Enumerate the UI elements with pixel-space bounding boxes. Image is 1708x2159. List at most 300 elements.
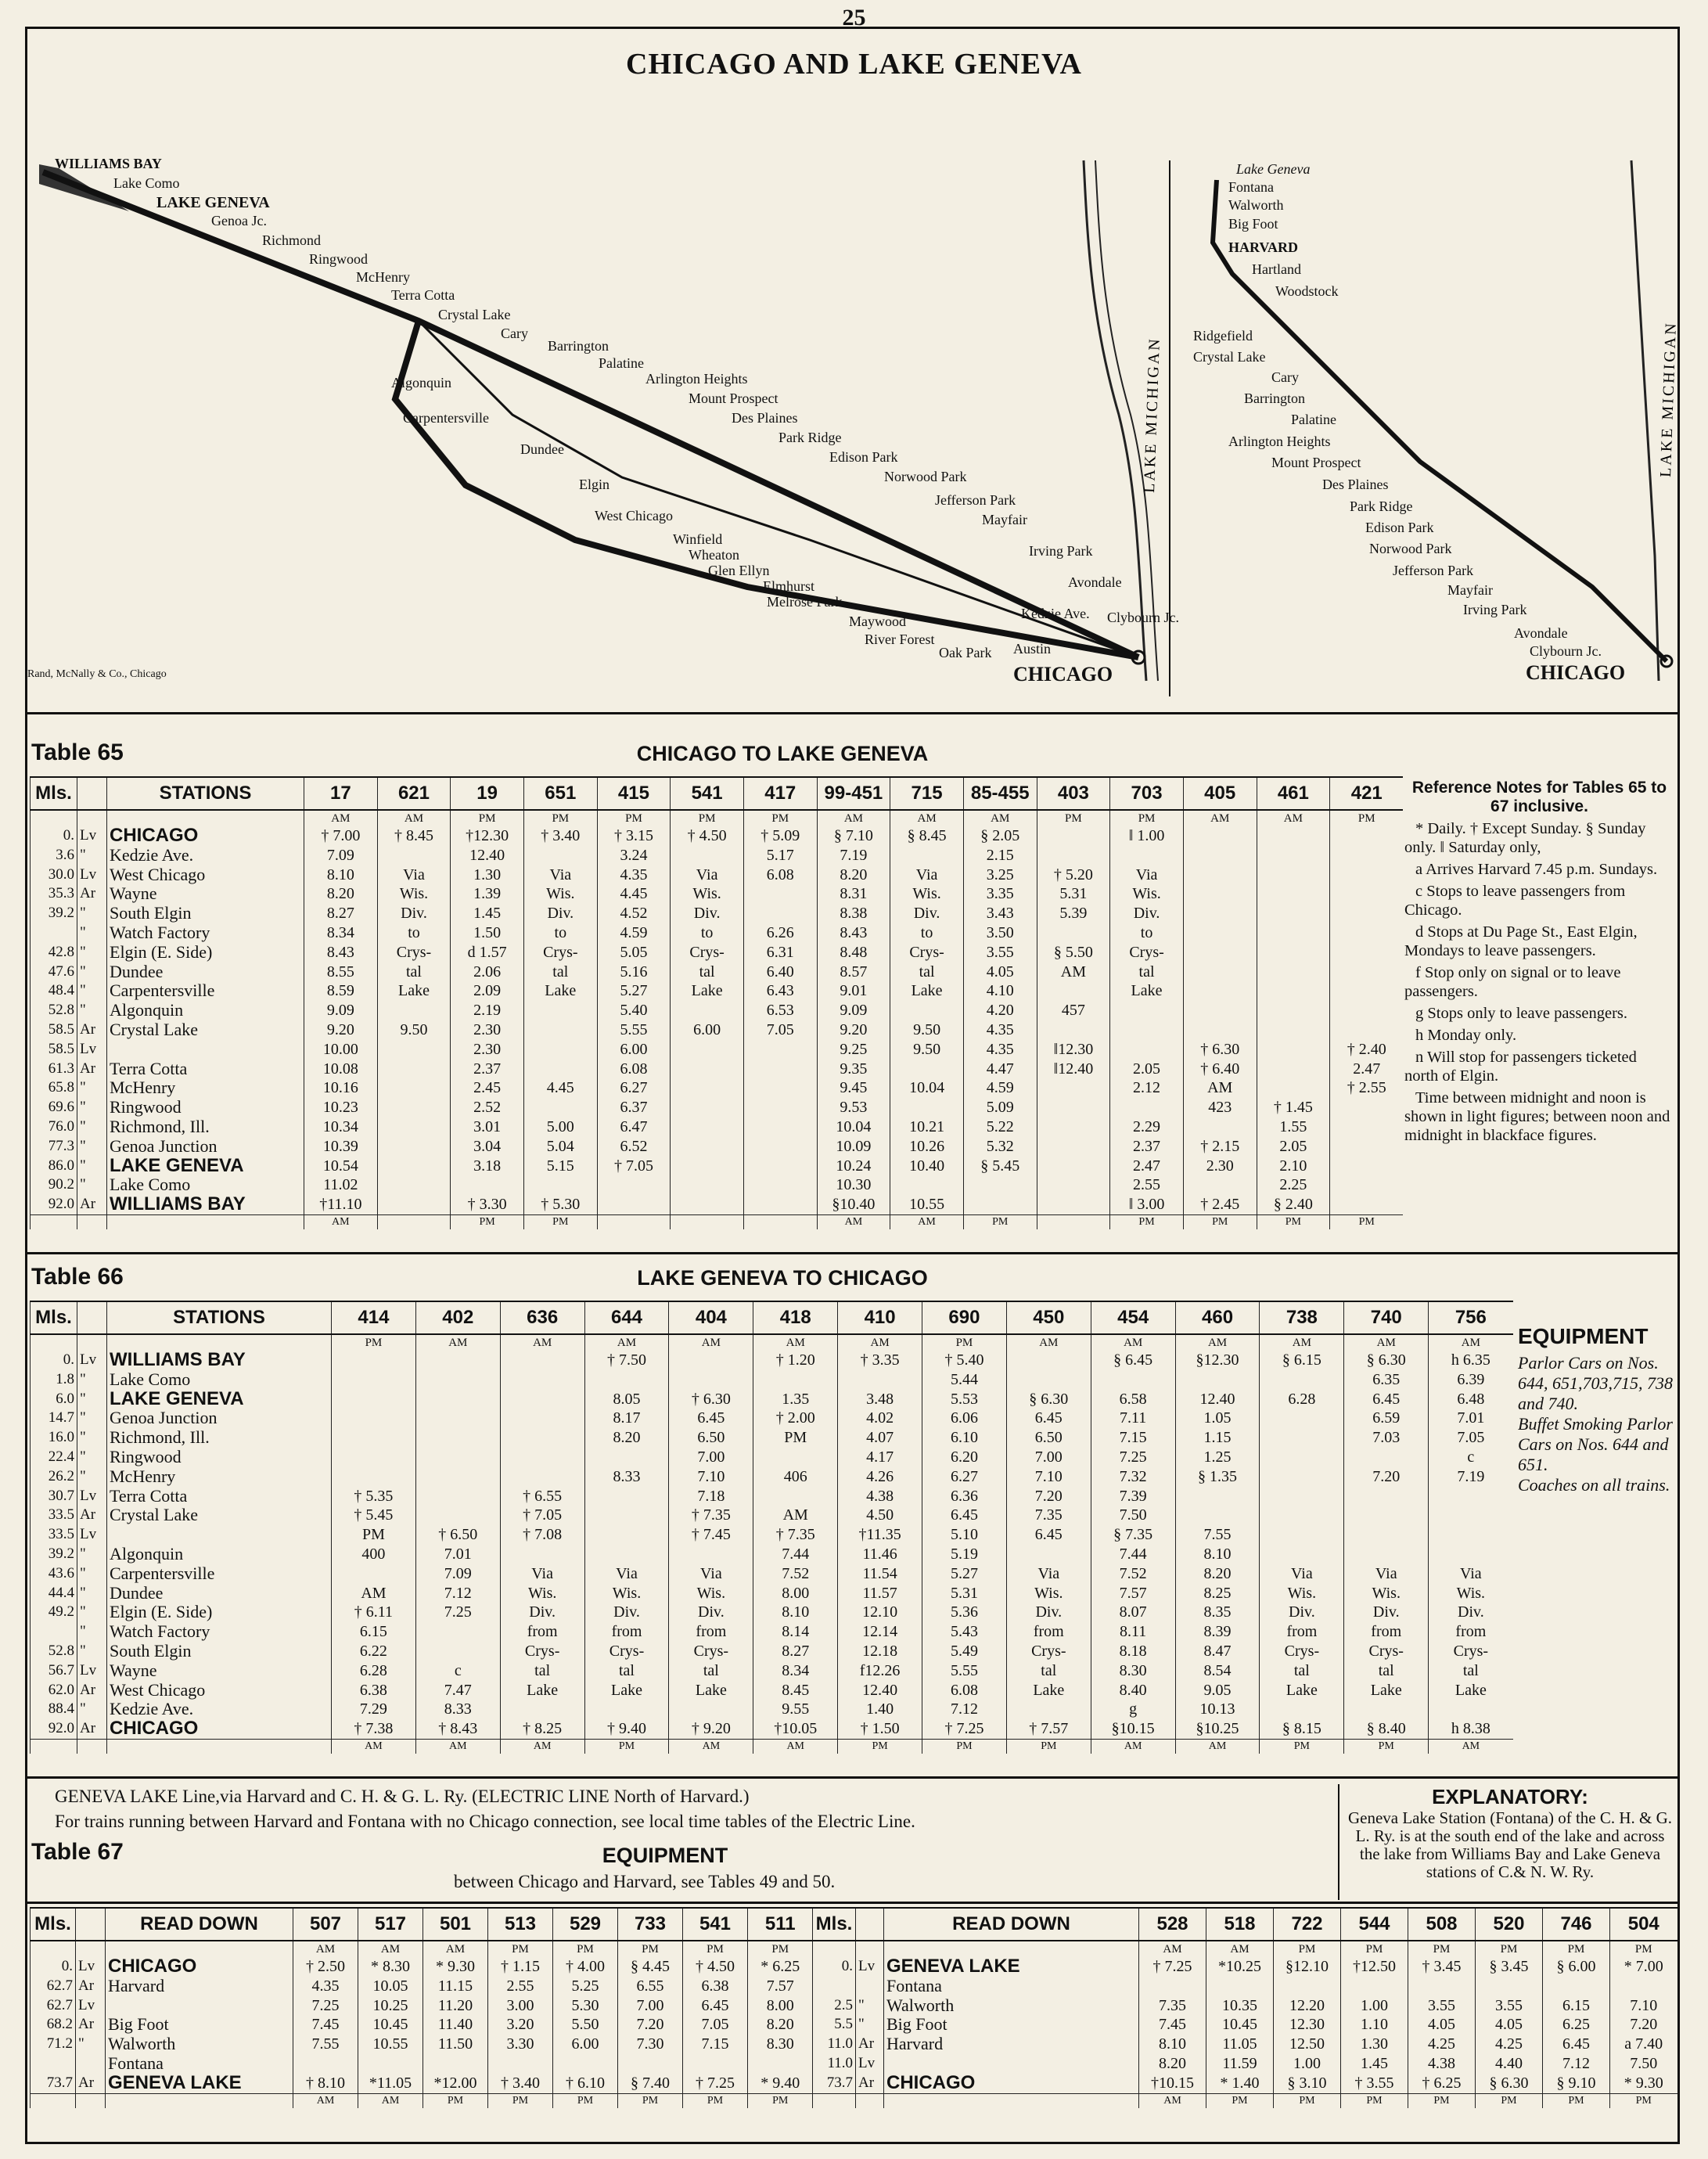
time-cell xyxy=(1330,1117,1404,1137)
row-station: Watch Factory xyxy=(107,1622,332,1642)
time-cell xyxy=(1110,1040,1184,1060)
time-cell: * 7.00 xyxy=(1610,1957,1677,1977)
row-miles: 33.5 xyxy=(31,1506,77,1525)
time-cell xyxy=(415,1448,500,1467)
east-map-labels xyxy=(1193,161,1625,684)
time-cell: † 5.45 xyxy=(332,1506,416,1525)
time-cell xyxy=(743,884,817,904)
time-cell: 7.19 xyxy=(817,846,890,865)
table-row xyxy=(31,1390,1513,1409)
am-pm-label: PM xyxy=(1110,1214,1184,1229)
train-number: 541 xyxy=(683,1908,748,1941)
time-cell: AM xyxy=(1037,963,1110,982)
time-cell xyxy=(332,1390,416,1409)
time-cell: 7.03 xyxy=(1344,1428,1429,1448)
row-arrive-leave: Lv xyxy=(76,1957,106,1977)
blank-cell xyxy=(77,1739,107,1754)
time-cell: Div. xyxy=(671,904,744,923)
row-miles: 58.5 xyxy=(31,1020,77,1040)
time-cell xyxy=(1257,963,1330,982)
map-label: Wheaton xyxy=(689,547,739,563)
row-station: Richmond, Ill. xyxy=(107,1428,332,1448)
time-cell: 5.00 xyxy=(523,1117,597,1137)
time-cell: 1.00 xyxy=(1341,1996,1408,2016)
time-cell: 12.40 xyxy=(1175,1390,1260,1409)
time-cell: tal xyxy=(584,1661,669,1681)
time-cell: Div. xyxy=(1260,1603,1344,1622)
time-cell: 7.32 xyxy=(1091,1467,1175,1487)
time-cell: § 5.45 xyxy=(963,1157,1037,1176)
time-cell: 2.12 xyxy=(1110,1078,1184,1098)
train-number: 403 xyxy=(1037,777,1110,810)
map-label: Arlington Heights xyxy=(1228,434,1331,449)
time-cell: Wis. xyxy=(669,1584,753,1603)
map-label: Ridgefield xyxy=(1193,328,1253,344)
time-cell xyxy=(377,1117,451,1137)
time-cell: 2.05 xyxy=(1257,1137,1330,1157)
time-cell xyxy=(1257,884,1330,904)
route-map-svg xyxy=(27,86,1678,712)
row-station: Crystal Lake xyxy=(107,1020,304,1040)
time-cell: Crys- xyxy=(1260,1642,1344,1661)
time-cell: 8.07 xyxy=(1091,1603,1175,1622)
train-number: 715 xyxy=(890,777,964,810)
row-miles: 33.5 xyxy=(31,1525,77,1545)
row-arrive-leave: Lv xyxy=(77,1487,107,1506)
train-number: 504 xyxy=(1610,1908,1677,1941)
time-cell: Lake xyxy=(671,981,744,1001)
time-cell: 8.27 xyxy=(304,904,378,923)
am-pm-label: AM xyxy=(1257,810,1330,826)
time-cell: 7.44 xyxy=(1091,1545,1175,1564)
am-pm-label: PM xyxy=(1330,810,1404,826)
time-cell: 7.30 xyxy=(618,2035,683,2054)
time-cell: 4.20 xyxy=(963,1001,1037,1020)
time-cell: † 4.00 xyxy=(553,1957,618,1977)
time-cell xyxy=(1037,923,1110,943)
row-station: CHICAGO xyxy=(106,1957,293,1977)
time-cell: 8.20 xyxy=(1175,1564,1260,1584)
row-arrive-leave: Lv xyxy=(77,826,107,846)
time-cell: 3.18 xyxy=(451,1157,524,1176)
row-miles: 47.6 xyxy=(31,963,77,982)
time-cell xyxy=(743,904,817,923)
train-number: 421 xyxy=(1330,777,1404,810)
time-cell xyxy=(743,1137,817,1157)
time-cell xyxy=(523,1098,597,1117)
time-cell: 5.31 xyxy=(1037,884,1110,904)
time-cell: § 2.40 xyxy=(1257,1195,1330,1214)
am-pm-label: AM xyxy=(1006,1334,1091,1351)
map-label: Mayfair xyxy=(1447,582,1493,598)
am-pm-row xyxy=(31,1334,1513,1351)
time-cell: † 2.00 xyxy=(753,1409,838,1428)
time-cell xyxy=(553,2054,618,2074)
row-station: Algonquin xyxy=(107,1545,332,1564)
row-arrive-leave: " xyxy=(76,2035,106,2054)
time-cell: 6.06 xyxy=(922,1409,1007,1428)
time-cell xyxy=(669,1351,753,1370)
map-label: Clybourn Jc. xyxy=(1530,643,1602,659)
time-cell: 8.45 xyxy=(753,1681,838,1700)
time-cell: 5.53 xyxy=(922,1390,1007,1409)
time-cell: Crys- xyxy=(1429,1642,1513,1661)
time-cell: tal xyxy=(671,963,744,982)
time-cell xyxy=(1476,1977,1543,1996)
time-cell: tal xyxy=(500,1661,584,1681)
am-pm-label: AM xyxy=(1139,1941,1206,1957)
row-miles: 44.4 xyxy=(31,1584,77,1603)
column-stations-header: STATIONS xyxy=(107,1301,332,1334)
time-cell: * 9.40 xyxy=(748,2074,813,2093)
table-66-id: Table 66 xyxy=(31,1264,124,1290)
blank-cell xyxy=(77,1334,107,1351)
time-cell xyxy=(1429,1545,1513,1564)
time-cell xyxy=(671,1001,744,1020)
am-pm-label: PM xyxy=(553,2093,618,2108)
time-cell: 9.35 xyxy=(817,1060,890,1079)
time-cell: to xyxy=(890,923,964,943)
equipment-box xyxy=(1518,1326,1674,1495)
time-cell xyxy=(1183,981,1257,1001)
row-arrive-leave: Ar xyxy=(856,2074,884,2093)
time-cell: 8.10 xyxy=(304,865,378,885)
time-cell: ‖ 3.00 xyxy=(1110,1195,1184,1214)
time-cell xyxy=(293,2054,358,2074)
time-cell xyxy=(500,1370,584,1390)
time-cell: † 9.20 xyxy=(669,1719,753,1739)
table-row xyxy=(31,1098,1404,1117)
time-cell xyxy=(671,1175,744,1195)
time-cell: 406 xyxy=(753,1467,838,1487)
time-cell: 4.40 xyxy=(1476,2054,1543,2074)
time-cell: † 7.05 xyxy=(500,1506,584,1525)
row-station: CHICAGO xyxy=(107,1719,332,1739)
time-cell: §10.15 xyxy=(1091,1719,1175,1739)
time-cell xyxy=(377,1175,451,1195)
time-cell: 8.27 xyxy=(753,1642,838,1661)
time-cell xyxy=(1183,923,1257,943)
note-item: a Arrives Harvard 7.45 p.m. Sundays. xyxy=(1415,861,1658,878)
table-67-right-body xyxy=(813,1941,1677,2108)
time-cell: 2.19 xyxy=(451,1001,524,1020)
time-cell: † 6.50 xyxy=(415,1525,500,1545)
am-pm-label: PM xyxy=(618,2093,683,2108)
time-cell xyxy=(669,1545,753,1564)
time-cell xyxy=(1429,1700,1513,1719)
time-cell: 5.15 xyxy=(523,1157,597,1176)
time-cell: † 7.25 xyxy=(683,2074,748,2093)
map-label: Fontana xyxy=(1228,179,1274,195)
time-cell: 8.25 xyxy=(1175,1584,1260,1603)
time-cell xyxy=(415,1409,500,1428)
time-cell: 5.27 xyxy=(597,981,671,1001)
map-label: Cary xyxy=(1271,369,1299,385)
time-cell: † 2.50 xyxy=(293,1957,358,1977)
table-row xyxy=(31,2015,813,2035)
time-cell: † 3.15 xyxy=(597,826,671,846)
train-number: 746 xyxy=(1543,1908,1610,1941)
time-cell xyxy=(671,1195,744,1214)
time-cell xyxy=(1344,1448,1429,1467)
time-cell: 8.34 xyxy=(753,1661,838,1681)
time-cell: 6.27 xyxy=(597,1078,671,1098)
blank-cell xyxy=(77,1214,107,1229)
time-cell: † 8.43 xyxy=(415,1719,500,1739)
am-pm-label: PM xyxy=(683,2093,748,2108)
time-cell: § 5.50 xyxy=(1037,943,1110,963)
time-cell: 7.10 xyxy=(1006,1467,1091,1487)
table-row xyxy=(31,1506,1513,1525)
time-cell xyxy=(377,1137,451,1157)
time-cell xyxy=(1344,1545,1429,1564)
row-miles: 39.2 xyxy=(31,1545,77,1564)
time-cell: 8.38 xyxy=(817,904,890,923)
time-cell: 5.43 xyxy=(922,1622,1007,1642)
row-station xyxy=(107,1040,304,1060)
time-cell: 4.05 xyxy=(1408,2015,1476,2035)
time-cell: † 5.35 xyxy=(332,1487,416,1506)
am-pm-label: PM xyxy=(553,1941,618,1957)
time-cell xyxy=(415,1467,500,1487)
time-cell: 4.05 xyxy=(963,963,1037,982)
time-cell: ‖12.30 xyxy=(1037,1040,1110,1060)
train-number: 17 xyxy=(304,777,378,810)
row-miles: 22.4 xyxy=(31,1448,77,1467)
train-number: 513 xyxy=(488,1908,553,1941)
time-cell: 1.30 xyxy=(451,865,524,885)
time-cell xyxy=(332,1351,416,1370)
time-cell xyxy=(1260,1467,1344,1487)
row-station: South Elgin xyxy=(107,904,304,923)
time-cell: 6.39 xyxy=(1429,1370,1513,1390)
time-cell: 7.09 xyxy=(304,846,378,865)
time-cell: † 7.35 xyxy=(669,1506,753,1525)
row-miles: 58.5 xyxy=(31,1040,77,1060)
time-cell: 8.33 xyxy=(415,1700,500,1719)
train-number: 501 xyxy=(423,1908,488,1941)
time-cell: 4.59 xyxy=(597,923,671,943)
blank-cell xyxy=(813,1941,856,1957)
time-cell: 8.20 xyxy=(817,865,890,885)
time-cell: 6.50 xyxy=(669,1428,753,1448)
time-cell: 10.13 xyxy=(1175,1700,1260,1719)
time-cell: Div. xyxy=(890,904,964,923)
train-number: 690 xyxy=(922,1301,1007,1334)
map-label: Irving Park xyxy=(1029,543,1093,559)
am-pm-label: PM xyxy=(1110,810,1184,826)
row-miles: 11.0 xyxy=(813,2054,856,2074)
row-arrive-leave: " xyxy=(77,1564,107,1584)
row-miles: 65.8 xyxy=(31,1078,77,1098)
time-cell: † 3.55 xyxy=(1341,2074,1408,2093)
time-cell xyxy=(1260,1487,1344,1506)
row-station xyxy=(884,2054,1139,2074)
blank-cell xyxy=(107,810,304,826)
time-cell: 3.00 xyxy=(488,1996,553,2016)
time-cell xyxy=(1330,981,1404,1001)
table-row xyxy=(31,1175,1404,1195)
time-cell: 7.05 xyxy=(1429,1428,1513,1448)
time-cell: Div. xyxy=(377,904,451,923)
row-miles: 5.5 xyxy=(813,2015,856,2035)
time-cell: Wis. xyxy=(890,884,964,904)
time-cell xyxy=(1260,1370,1344,1390)
time-cell: 8.59 xyxy=(304,981,378,1001)
row-station: Ringwood xyxy=(107,1098,304,1117)
time-cell xyxy=(671,1098,744,1117)
time-cell: † 7.35 xyxy=(753,1525,838,1545)
route-main-line xyxy=(43,172,1138,657)
row-station: Ringwood xyxy=(107,1448,332,1467)
time-cell xyxy=(1183,1175,1257,1195)
time-cell: 10.04 xyxy=(890,1078,964,1098)
time-cell: Crys- xyxy=(669,1642,753,1661)
time-cell: 5.16 xyxy=(597,963,671,982)
time-cell: 7.15 xyxy=(1091,1428,1175,1448)
am-pm-label: PM xyxy=(838,1739,922,1754)
row-arrive-leave: Ar xyxy=(77,1506,107,1525)
time-cell: 8.05 xyxy=(584,1390,669,1409)
time-cell: Div. xyxy=(669,1603,753,1622)
time-cell: 5.19 xyxy=(922,1545,1007,1564)
time-cell: 4.07 xyxy=(838,1428,922,1448)
time-cell: 11.57 xyxy=(838,1584,922,1603)
time-cell: h 6.35 xyxy=(1429,1351,1513,1370)
row-miles xyxy=(813,1977,856,1996)
row-arrive-leave: Ar xyxy=(77,1020,107,1040)
time-cell xyxy=(500,1428,584,1448)
time-cell xyxy=(500,1390,584,1409)
time-cell: 5.32 xyxy=(963,1137,1037,1157)
time-cell: 1.05 xyxy=(1175,1409,1260,1428)
am-pm-label: AM xyxy=(1429,1334,1513,1351)
time-cell xyxy=(743,1040,817,1060)
am-pm-label: AM xyxy=(500,1739,584,1754)
time-cell xyxy=(890,1001,964,1020)
map-label: CHICAGO xyxy=(1526,661,1626,684)
row-station: Lake Como xyxy=(107,1175,304,1195)
row-arrive-leave: Lv xyxy=(856,2054,884,2074)
row-station: McHenry xyxy=(107,1078,304,1098)
blank-cell xyxy=(76,2093,106,2108)
time-cell xyxy=(671,1040,744,1060)
train-number: 528 xyxy=(1139,1908,1206,1941)
time-cell xyxy=(1110,1001,1184,1020)
blank-cell xyxy=(106,2093,293,2108)
table-row xyxy=(31,1525,1513,1545)
time-cell: c xyxy=(415,1661,500,1681)
row-miles: 3.6 xyxy=(31,846,77,865)
equipment-title: EQUIPMENT xyxy=(1518,1324,1649,1348)
map-label: Norwood Park xyxy=(884,469,967,484)
column-stations-header: READ DOWN xyxy=(106,1908,293,1941)
time-cell xyxy=(1330,1098,1404,1117)
time-cell xyxy=(1330,1001,1404,1020)
time-cell: 8.48 xyxy=(817,943,890,963)
am-pm-label: AM xyxy=(669,1739,753,1754)
am-pm-label: AM xyxy=(1091,1334,1175,1351)
time-cell: 7.35 xyxy=(1139,1996,1206,2016)
table-66-body xyxy=(31,1334,1513,1754)
time-cell xyxy=(415,1642,500,1661)
time-cell: Crys- xyxy=(890,943,964,963)
am-pm-label: PM xyxy=(748,2093,813,2108)
time-cell xyxy=(1408,1977,1476,1996)
map-label: Carpentersville xyxy=(403,410,489,426)
am-pm-label: AM xyxy=(1206,1941,1274,1957)
time-cell xyxy=(523,1175,597,1195)
time-cell: † 3.40 xyxy=(523,826,597,846)
time-cell: † 2.55 xyxy=(1330,1078,1404,1098)
time-cell xyxy=(1175,1506,1260,1525)
time-cell: 8.30 xyxy=(1091,1661,1175,1681)
time-cell: from xyxy=(669,1622,753,1642)
blank-cell xyxy=(31,1214,77,1229)
column-miles-header: Mls. xyxy=(31,1301,77,1334)
time-cell: 4.25 xyxy=(1408,2035,1476,2054)
time-cell xyxy=(671,1078,744,1098)
time-cell xyxy=(1260,1700,1344,1719)
map-label: Terra Cotta xyxy=(391,287,455,303)
time-cell: 4.59 xyxy=(963,1078,1037,1098)
time-cell: *11.05 xyxy=(358,2074,423,2093)
train-number: 415 xyxy=(597,777,671,810)
train-number: 756 xyxy=(1429,1301,1513,1334)
time-cell xyxy=(332,1467,416,1487)
time-cell: AM xyxy=(332,1584,416,1603)
time-cell: 6.48 xyxy=(1429,1390,1513,1409)
time-cell: 7.45 xyxy=(293,2015,358,2035)
time-cell: Crys- xyxy=(671,943,744,963)
table-row xyxy=(31,1957,813,1977)
notes-title: Reference Notes for Tables 65 to 67 inclusive. xyxy=(1411,779,1667,815)
blank-cell xyxy=(107,1334,332,1351)
map-label: Irving Park xyxy=(1463,602,1527,617)
time-cell: 7.52 xyxy=(1091,1564,1175,1584)
am-pm-label: PM xyxy=(1408,2093,1476,2108)
time-cell: 6.22 xyxy=(332,1642,416,1661)
blank-cell xyxy=(856,1941,884,1957)
time-cell: 7.10 xyxy=(1610,1996,1677,2016)
row-arrive-leave: Ar xyxy=(76,2074,106,2093)
train-number: 410 xyxy=(838,1301,922,1334)
time-cell: 4.35 xyxy=(597,865,671,885)
row-station xyxy=(107,1525,332,1545)
time-cell xyxy=(1006,1700,1091,1719)
time-cell xyxy=(500,1545,584,1564)
time-cell: 8.10 xyxy=(1139,2035,1206,2054)
table-65-title: CHICAGO TO LAKE GENEVA xyxy=(636,742,929,765)
time-cell: 1.30 xyxy=(1341,2035,1408,2054)
time-cell: 10.39 xyxy=(304,1137,378,1157)
time-cell: 10.04 xyxy=(817,1117,890,1137)
time-cell: *10.25 xyxy=(1206,1957,1274,1977)
row-arrive-leave: " xyxy=(77,1409,107,1428)
time-cell: 7.52 xyxy=(753,1564,838,1584)
row-station: Dundee xyxy=(107,963,304,982)
time-cell: 2.55 xyxy=(488,1977,553,1996)
time-cell xyxy=(1330,826,1404,846)
time-cell: 11.15 xyxy=(423,1977,488,1996)
train-number: 405 xyxy=(1183,777,1257,810)
time-cell: Crys- xyxy=(377,943,451,963)
time-cell: 11.46 xyxy=(838,1545,922,1564)
map-label: Glen Ellyn xyxy=(708,563,770,578)
time-cell: Wis. xyxy=(1110,884,1184,904)
train-number: 544 xyxy=(1341,1908,1408,1941)
row-arrive-leave: " xyxy=(77,1545,107,1564)
